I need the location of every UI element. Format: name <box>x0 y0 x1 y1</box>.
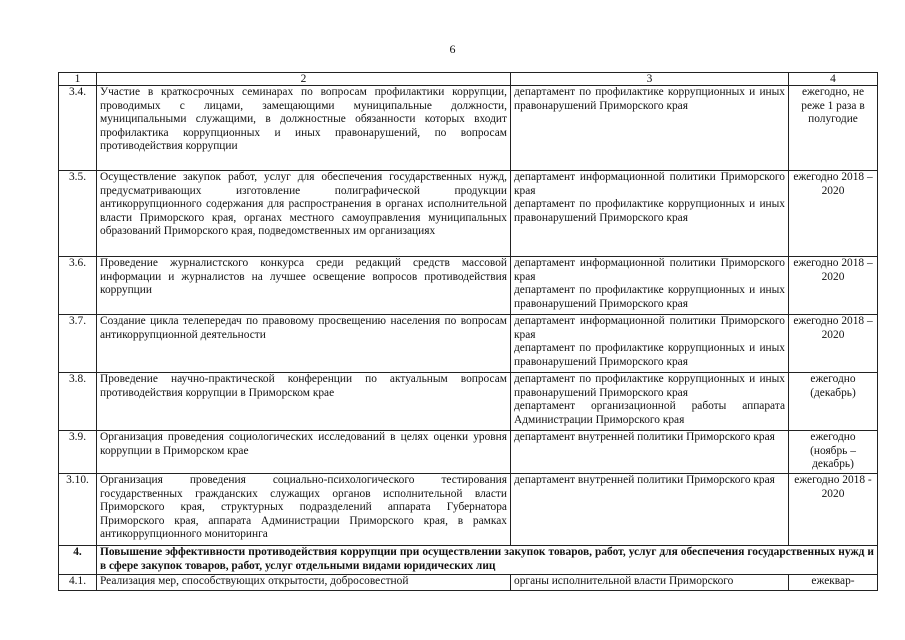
activity-cell: Реализация мер, способствующих открытости, добросовестной <box>97 575 511 591</box>
activity-cell: Организация проведения социологических исследований в целях оценки уровня коррупции в Приморском крае <box>97 431 511 474</box>
department-name: департамент по профилактике коррупционных и иных правонарушений Приморского края <box>514 373 785 399</box>
table-row <box>59 257 878 315</box>
table-row <box>59 431 878 474</box>
department-cell <box>511 373 789 431</box>
section-row <box>59 546 878 575</box>
department-cell <box>511 86 789 171</box>
row-number: 4.1. <box>59 575 97 591</box>
activity-cell: Создание цикла телепередач по правовому просвещению населения по вопросам антикоррупционной деятельности <box>97 315 511 373</box>
department-name: департамент внутренней политики Приморского края <box>514 431 775 443</box>
table-row <box>59 171 878 257</box>
activity-cell: Проведение журналистского конкурса среди редакций средств массовой информации и журналистов на лучшее освещение вопросов противодействия коррупции <box>97 257 511 315</box>
department-cell <box>511 474 789 546</box>
table-row <box>59 575 878 591</box>
department-name: департамент по профилактике коррупционных и иных правонарушений Приморского края <box>514 198 785 224</box>
term-cell: ежегодно, не реже 1 раза в полугодие <box>789 86 878 171</box>
department-name: департамент организационной работы аппарата Администрации Приморского края <box>514 400 785 426</box>
term-cell: ежегодно (ноябрь – декабрь) <box>789 431 878 474</box>
row-number: 3.4. <box>59 86 97 171</box>
measures-table <box>58 72 878 591</box>
row-number: 3.5. <box>59 171 97 257</box>
row-number: 3.10. <box>59 474 97 546</box>
column-number-2: 2 <box>97 73 511 86</box>
term-cell: ежегодно (декабрь) <box>789 373 878 431</box>
column-number-4: 4 <box>789 73 878 86</box>
activity-cell: Организация проведения социально-психологического тестирования государственных гражданских служащих органов исполнительной власти Приморского края, структурных подразделений аппарата Губернатора Приморского края, аппарата Администрации Приморского края, в рамках антикоррупционного мониторинга <box>97 474 511 546</box>
department-name: департамент информационной политики Приморского края <box>514 171 785 197</box>
department-name: департамент по профилактике коррупционных и иных правонарушений Приморского края <box>514 284 785 310</box>
department-cell <box>511 431 789 474</box>
department-cell <box>511 315 789 373</box>
table-header-row <box>59 73 878 86</box>
page-number: 6 <box>449 42 456 56</box>
section-title: Повышение эффективности противодействия коррупции при осуществлении закупок товаров, работ, услуг для обеспечения государственных нужд и в сфере закупок товаров, работ, услуг отдельными видами юридических лиц <box>97 546 878 575</box>
table-row <box>59 86 878 171</box>
department-cell <box>511 171 789 257</box>
term-cell: ежегодно 2018 – 2020 <box>789 171 878 257</box>
term-cell: ежегодно 2018 – 2020 <box>789 257 878 315</box>
row-number: 3.6. <box>59 257 97 315</box>
table-row <box>59 474 878 546</box>
row-number: 3.9. <box>59 431 97 474</box>
table-row <box>59 315 878 373</box>
column-number-1: 1 <box>59 73 97 86</box>
column-number-3: 3 <box>511 73 789 86</box>
table-row <box>59 373 878 431</box>
row-number: 3.7. <box>59 315 97 373</box>
department-name: департамент внутренней политики Приморского края <box>514 474 775 486</box>
department-name: департамент по профилактике коррупционных и иных правонарушений Приморского края <box>514 86 785 112</box>
department-name: департамент информационной политики Приморского края <box>514 257 785 283</box>
department-name: департамент информационной политики Приморского края <box>514 315 785 341</box>
section-number: 4. <box>59 546 97 575</box>
row-number: 3.8. <box>59 373 97 431</box>
activity-cell: Участие в краткосрочных семинарах по вопросам профилактики коррупции, проводимых с лицами, замещающими муниципальные должности, муниципальными служащими, в должностные обязанности которых входит профилактика коррупционных и иных правонарушений, по вопросам противодействия коррупции <box>97 86 511 171</box>
term-cell: ежегодно 2018 - 2020 <box>789 474 878 546</box>
activity-cell: Проведение научно-практической конференции по актуальным вопросам противодействия коррупции в Приморском крае <box>97 373 511 431</box>
activity-cell: Осуществление закупок работ, услуг для обеспечения государственных нужд, предусматривающих изготовление полиграфической продукции антикоррупционного содержания для распространения в органах исполнительной власти Приморского края, органах местного самоуправления муниципальных образований Приморского края, подведомственных им организациях <box>97 171 511 257</box>
department-cell <box>511 257 789 315</box>
department-cell <box>511 575 789 591</box>
department-name: органы исполнительной власти Приморского <box>514 575 734 587</box>
term-cell: ежегодно 2018 – 2020 <box>789 315 878 373</box>
term-cell: ежеквар- <box>789 575 878 591</box>
department-name: департамент по профилактике коррупционных и иных правонарушений Приморского края <box>514 342 785 368</box>
